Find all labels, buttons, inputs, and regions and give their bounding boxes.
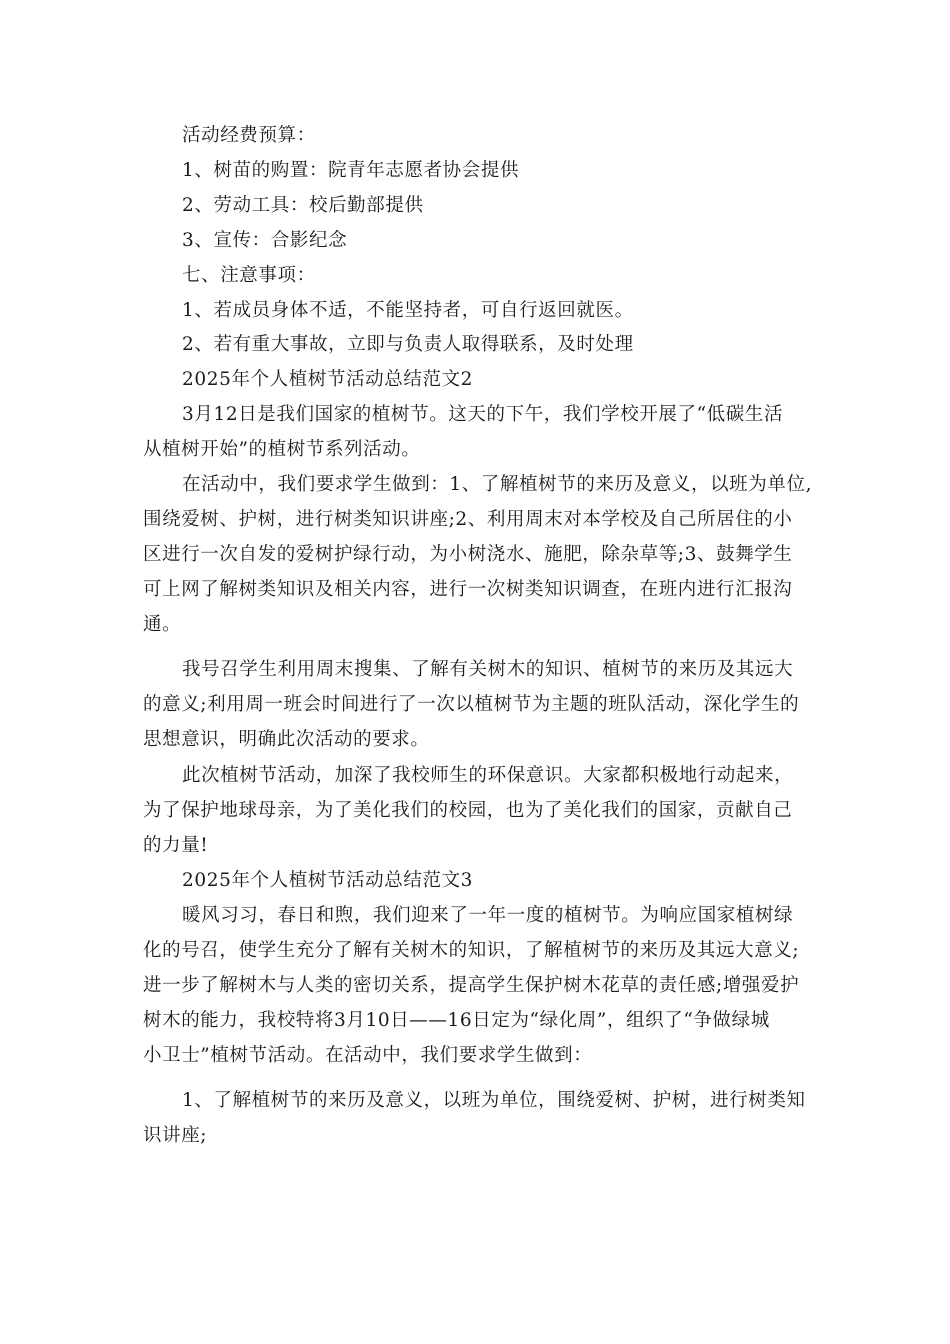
budget-item-2: 2、劳动工具：校后勤部提供	[182, 195, 424, 216]
paragraph-line: 思想意识，明确此次活动的要求。	[143, 729, 430, 750]
paragraph-line: 通。	[143, 614, 182, 635]
paragraph-line: 从植树开始”的植树节系列活动。	[143, 439, 421, 460]
paragraph-line: 进一步了解树木与人类的密切关系，提高学生保护树木花草的责任感;增强爱护	[143, 975, 800, 996]
paragraph-line: 在活动中，我们要求学生做到：1、了解植树节的来历及意义，以班为单位,	[182, 474, 813, 495]
paragraph-line: 此次植树节活动，加深了我校师生的环保意识。大家都积极地行动起来，	[182, 765, 794, 786]
section-title-3: 2025年个人植树节活动总结范文3	[182, 870, 474, 891]
paragraph-line: 3月12日是我们国家的植树节。这天的下午，我们学校开展了“低碳生活	[182, 404, 784, 425]
paragraph-line: 的力量!	[143, 835, 209, 856]
paragraph-line: 的意义;利用周一班会时间进行了一次以植树节为主题的班队活动，深化学生的	[143, 694, 800, 715]
notes-heading: 七、注意事项：	[182, 265, 316, 286]
paragraph-line: 小卫士”植树节活动。在活动中，我们要求学生做到：	[143, 1045, 593, 1066]
notes-item-1: 1、若成员身体不适，不能坚持者，可自行返回就医。	[182, 300, 634, 321]
notes-item-2: 2、若有重大事故，立即与负责人取得联系，及时处理	[182, 334, 634, 355]
budget-item-1: 1、树苗的购置：院青年志愿者协会提供	[182, 160, 520, 181]
paragraph-line: 区进行一次自发的爱树护绿行动，为小树浇水、施肥，除杂草等;3、鼓舞学生	[143, 544, 793, 565]
paragraph-line: 可上网了解树类知识及相关内容，进行一次树类知识调查，在班内进行汇报沟	[143, 579, 793, 600]
paragraph-line: 树木的能力，我校特将3月10日——16日定为“绿化周”，组织了“争做绿城	[143, 1010, 770, 1031]
paragraph-line: 围绕爱树、护树，进行树类知识讲座;2、利用周末对本学校及自己所居住的小	[143, 509, 793, 530]
section-title-2: 2025年个人植树节活动总结范文2	[182, 369, 474, 390]
paragraph-line: 我号召学生利用周末搜集、了解有关树木的知识、植树节的来历及其远大	[182, 659, 794, 680]
paragraph-line: 暖风习习，春日和煦，我们迎来了一年一度的植树节。为响应国家植树绿	[182, 905, 794, 926]
paragraph-line: 1、了解植树节的来历及意义，以班为单位，围绕爱树、护树，进行树类知	[182, 1090, 806, 1111]
budget-item-3: 3、宣传：合影纪念	[182, 230, 348, 251]
budget-heading: 活动经费预算：	[182, 125, 316, 146]
paragraph-line: 化的号召，使学生充分了解有关树木的知识，了解植树节的来历及其远大意义;	[143, 940, 800, 961]
paragraph-line: 为了保护地球母亲，为了美化我们的校园，也为了美化我们的国家，贡献自己	[143, 800, 793, 821]
paragraph-line: 识讲座;	[143, 1125, 208, 1146]
